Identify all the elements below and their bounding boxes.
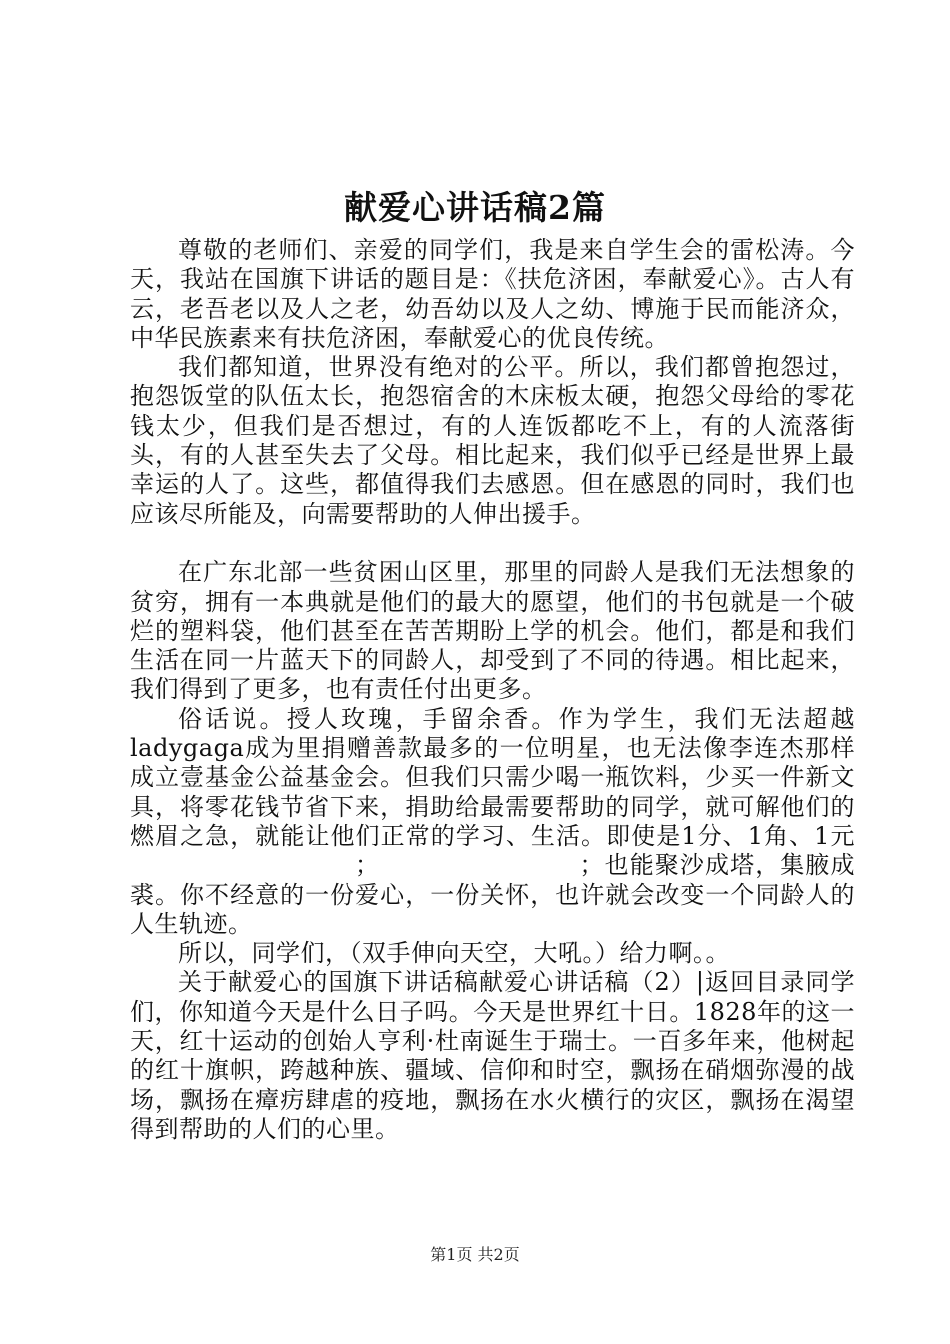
proverb-text: 俗话说。授人玫瑰，手留余香。作为学生，我们无法超越ladygaga成为里捐赠善款最多的一位明星，也无法像李连杰那样成立壹基金公益基金会。但我们只需少喝一瓶饮料，少买一件新文具，将零花钱节省下来，捐助给最需要帮助的同学，就可解他们的燃眉之急，就能让他们正常的学习、生活。即使是1分、1角、1元 — [130, 704, 855, 850]
page-footer: 第1页 共2页 — [430, 1245, 520, 1264]
paragraph-gratitude: 我们都知道，世界没有绝对的公平。所以，我们都曾抱怨过，抱怨饭堂的队伍太长，抱怨宿舍的木床板太硬，抱怨父母给的零花钱太少，但我们是否想过，有的人连饭都吃不上，有的人流落街头，有的人甚至失去了父母。相比起来，我们似乎已经是世界上最幸运的人了。这些，都值得我们去感恩。但在感恩的同时，我们也应该尽所能及，向需要帮助的人伸出援手。 — [130, 353, 855, 528]
separator-semicolon: ； — [579, 851, 604, 880]
paragraph-proverb — [130, 705, 855, 939]
document-title: 献爱心讲话稿2篇 — [344, 188, 606, 227]
paragraph-red-cross: 关于献爱心的国旗下讲话稿献爱心讲话稿（2）|返回目录同学们，你知道今天是什么日子吗。今天是世界红十日。1828年的这一天，红十运动的创始人亨利·杜南诞生于瑞士。一百多年来，他树起的红十旗帜，跨越种族、疆域、信仰和时空，飘扬在硝烟弥漫的战场，飘扬在瘴疠肆虐的疫地，飘扬在水火横行的灾区，飘扬在渴望得到帮助的人们的心里。 — [130, 968, 855, 1143]
separator-semicolon: ； — [355, 851, 380, 880]
paragraph-greeting: 尊敬的老师们、亲爱的同学们，我是来自学生会的雷松涛。今天，我站在国旗下讲话的题目是：《扶危济困，奉献爱心》。古人有云，老吾老以及人之老，幼吾幼以及人之幼、博施于民而能济众，中华民族素来有扶危济困，奉献爱心的优良传统。 — [130, 236, 855, 352]
paragraph-mountain-area: 在广东北部一些贫困山区里，那里的同龄人是我们无法想象的贫穷，拥有一本典就是他们的最大的愿望，他们的书包就是一个破烂的塑料袋，他们甚至在苦苦期盼上学的机会。他们，都是和我们生活在同一片蓝天下的同龄人，却受到了不同的待遇。相比起来，我们得到了更多，也有责任付出更多。 — [130, 558, 855, 704]
paragraph-gap — [130, 529, 855, 558]
paragraph-cheer: 所以，同学们，（双手伸向天空，大吼。）给力啊。。 — [178, 939, 730, 968]
document-body — [130, 236, 855, 1144]
proverb-continuation: 也能聚沙成塔，集腋成裘。你不经意的一份爱心，一份关怀，也许就会改变一个同龄人的人生轨迹。 — [130, 851, 855, 938]
